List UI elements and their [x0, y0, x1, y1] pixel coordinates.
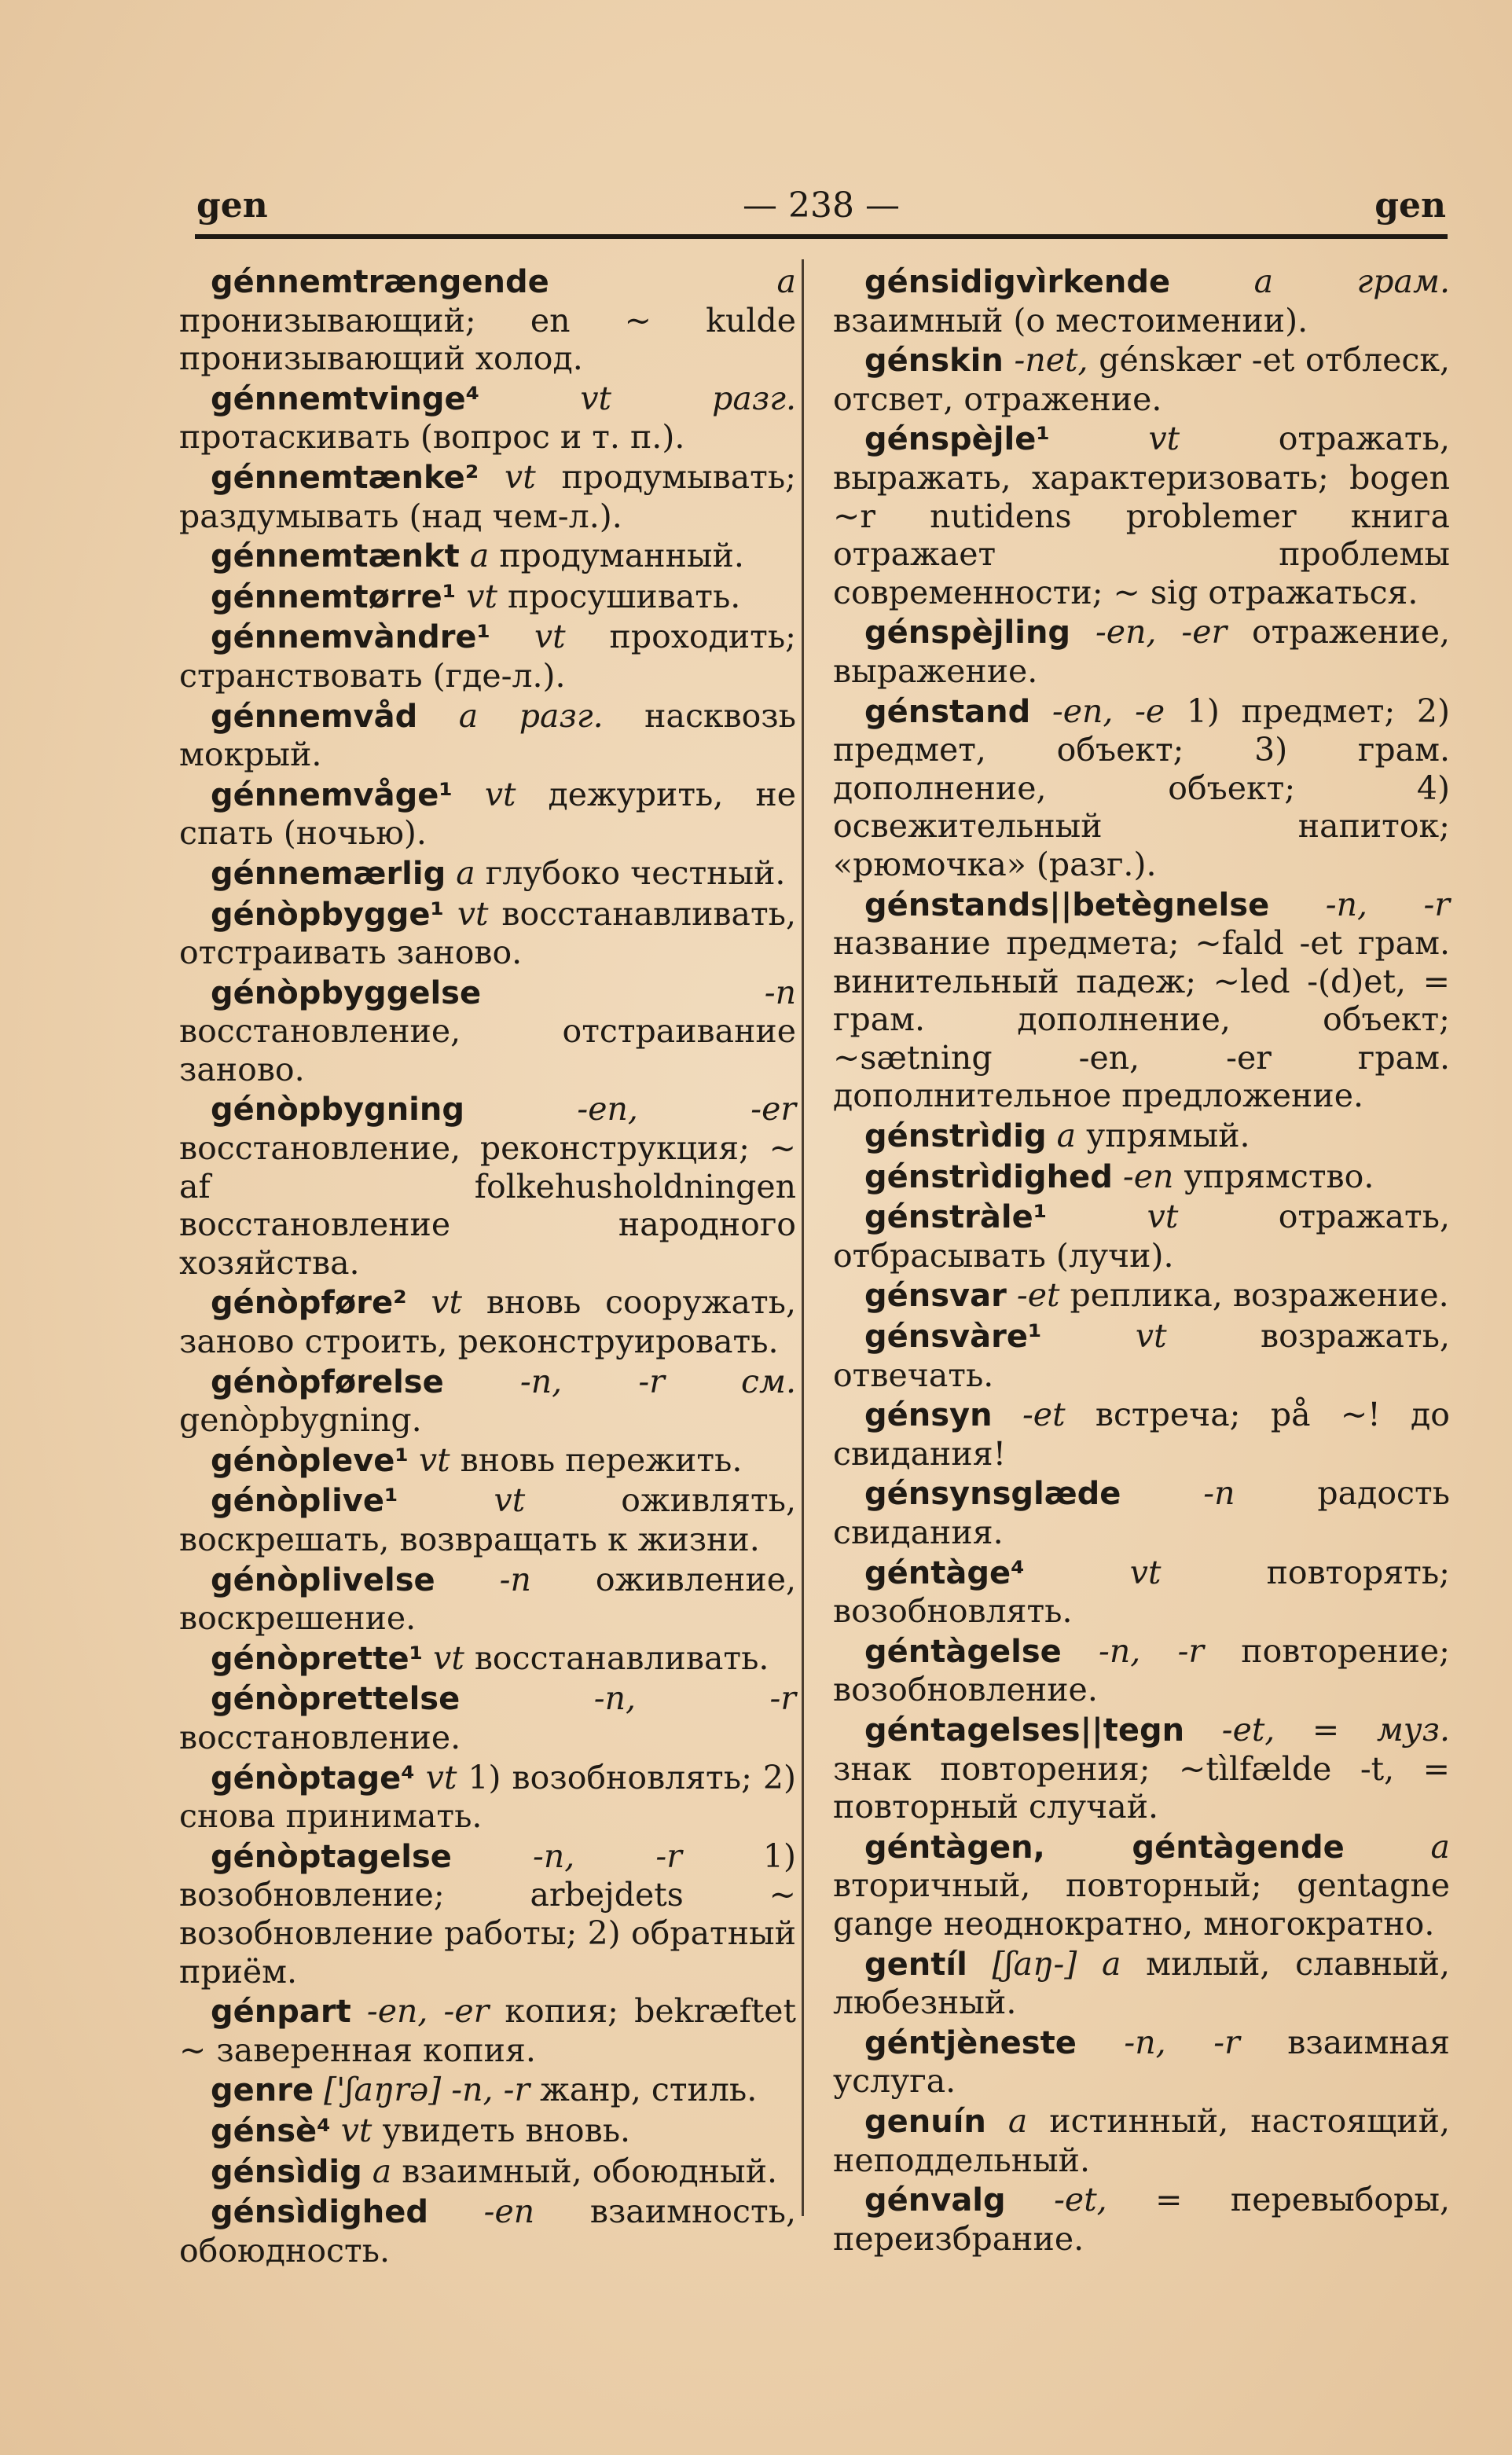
- entry-headword: génnemvàndre¹: [211, 619, 491, 656]
- entry-headword: génspèjle¹: [864, 421, 1050, 458]
- dictionary-entry: [833, 1945, 1450, 2022]
- header-rule: [195, 234, 1448, 239]
- entry-definition: название предмета; ~fald -et грам. винительный падеж; ~led -(d)et, = грам. дополнение, объект; ~sætning -en, -er грам. дополнительное предложение.: [833, 924, 1450, 1115]
- entry-definition: упрямый.: [1086, 1117, 1250, 1155]
- entry-headword: genuín: [864, 2103, 986, 2140]
- entry-grammar: vt: [340, 2111, 372, 2149]
- entry-definition: просушивать.: [507, 577, 741, 615]
- dictionary-entry: [179, 1639, 796, 1679]
- entry-definition: насквозь мокрый.: [179, 696, 796, 774]
- entry-grammar: vt: [505, 457, 536, 496]
- dictionary-entry: [833, 1117, 1450, 1156]
- entry-headword: génnemtrængende: [211, 264, 549, 300]
- dictionary-entry: [179, 1837, 796, 1991]
- entry-definition: взаимность, обоюдность.: [179, 2193, 796, 2270]
- entry-grammar: -n, -r: [1099, 1631, 1205, 1670]
- right-column: [833, 262, 1450, 2259]
- entry-headword: génòprettelse: [211, 1681, 461, 1718]
- dictionary-entry: [833, 692, 1450, 884]
- entry-definition: оживление, воскрешение.: [179, 1560, 796, 1638]
- entry-grammar: -et, = муз.: [1221, 1710, 1450, 1749]
- entry-grammar: -n, -r см.: [519, 1362, 796, 1400]
- entry-definition: вторичный, повторный; gentagne gange неоднократно, многократно.: [833, 1866, 1450, 1943]
- dictionary-entry: [179, 974, 796, 1089]
- entry-grammar: ['ʃaŋrə] -n, -r: [324, 2071, 530, 2109]
- entry-headword: génnemvåd: [211, 698, 418, 735]
- dictionary-entry: [833, 1276, 1450, 1316]
- entry-grammar: -en: [483, 2193, 535, 2231]
- entry-headword: génòpbyggelse: [211, 974, 482, 1011]
- entry-grammar: vt: [1148, 420, 1180, 458]
- entry-headword: genre: [211, 2072, 314, 2109]
- entry-definition: génskær -et отблеск, отсвет, отражение.: [833, 341, 1450, 418]
- dictionary-entry: [179, 1561, 796, 1638]
- entry-definition: взаимный (о местоимении).: [833, 301, 1308, 339]
- entry-headword: génsvar: [864, 1278, 1007, 1315]
- dictionary-entry: [179, 618, 796, 695]
- entry-grammar: -n, -r: [1124, 2023, 1240, 2061]
- entry-grammar: a: [776, 262, 796, 300]
- entry-definition: отражать, отбрасывать (лучи).: [833, 1198, 1450, 1275]
- dictionary-entry: [179, 1992, 796, 2069]
- dictionary-entry: [833, 1632, 1450, 1709]
- dictionary-entry: [179, 1090, 796, 1282]
- dictionary-entry: [179, 1441, 796, 1481]
- dictionary-entry: [179, 1481, 796, 1558]
- dictionary-entry: [179, 2152, 796, 2192]
- entry-grammar: vt: [534, 618, 566, 656]
- entry-grammar: a грам.: [1253, 262, 1450, 300]
- dictionary-entry: [179, 2112, 796, 2151]
- entry-grammar: vt: [1129, 1553, 1162, 1591]
- entry-grammar: vt: [466, 577, 497, 615]
- entry-definition: 1) возобновлять; 2) снова принимать.: [179, 1758, 796, 1836]
- column-divider: [802, 259, 804, 2216]
- dictionary-entry: [833, 1396, 1450, 1473]
- page-number: — 238 —: [743, 185, 900, 226]
- entry-grammar: -net,: [1014, 341, 1088, 380]
- entry-definition: жанр, стиль.: [540, 2071, 758, 2109]
- entry-grammar: vt: [418, 1440, 450, 1479]
- entry-headword: génsyn: [864, 1397, 993, 1434]
- entry-definition: истинный, настоящий, неподдельный.: [833, 2101, 1450, 2179]
- entry-grammar: -n, -r: [532, 1837, 682, 1875]
- dictionary-entry: [833, 2102, 1450, 2179]
- entry-headword: génòpførelse: [211, 1363, 444, 1400]
- entry-definition: восстановление.: [179, 1718, 461, 1756]
- entry-definition: отражать, выражать, характеризовать; bogen ~r nutidens problemer книга отражает проблемы современности; ~ sig отражаться.: [833, 420, 1450, 611]
- entry-headword: génstands||betègnelse: [864, 886, 1270, 923]
- dictionary-entry: [833, 1474, 1450, 1551]
- entry-grammar: -en, -er: [366, 1992, 490, 2031]
- entry-headword: géntàge⁴: [864, 1554, 1025, 1591]
- entry-grammar: vt разг.: [580, 379, 796, 417]
- entry-definition: восстановление, отстраивание заново.: [179, 1012, 796, 1088]
- left-column: [179, 262, 796, 2271]
- entry-grammar: a: [1430, 1827, 1450, 1866]
- dictionary-entry: [179, 262, 796, 378]
- entry-headword: génnemtvinge⁴: [211, 380, 480, 417]
- entry-definition: протаскивать (вопрос и т. п.).: [179, 418, 685, 457]
- entry-definition: копия; bekræftet ~ заверенная копия.: [179, 1992, 796, 2069]
- entry-grammar: -en: [1122, 1157, 1174, 1195]
- entry-definition: продуманный.: [499, 537, 744, 575]
- entry-definition: восстанавливать.: [474, 1639, 769, 1677]
- entry-grammar: a разг.: [458, 696, 604, 735]
- entry-grammar: -n, -r: [593, 1679, 796, 1718]
- entry-definition: реплика, возражение.: [1070, 1276, 1449, 1315]
- entry-headword: génstrìdig: [864, 1118, 1047, 1155]
- entry-definition: восстанавливать, отстраивать заново.: [179, 894, 796, 972]
- entry-definition: genòpbygning.: [179, 1401, 422, 1440]
- entry-grammar: vt: [1135, 1317, 1167, 1356]
- entry-headword: génsvàre¹: [864, 1319, 1042, 1356]
- entry-headword: génòplive¹: [211, 1483, 398, 1520]
- header-guide-word-right: gen: [1374, 185, 1446, 226]
- entry-grammar: -n: [499, 1560, 531, 1598]
- dictionary-entry: [179, 1679, 796, 1756]
- entry-grammar: a: [372, 2152, 392, 2190]
- entry-definition: перевыборы, переизбрание.: [833, 2181, 1450, 2258]
- entry-definition: встреча; på ~! до свидания!: [833, 1396, 1450, 1473]
- entry-headword: génnemvåge¹: [211, 776, 453, 813]
- entry-headword: génstand: [864, 693, 1031, 730]
- entry-definition: взаимная услуга.: [833, 2023, 1450, 2101]
- entry-headword: génskin: [864, 343, 1004, 380]
- dictionary-entry: [179, 854, 796, 894]
- entry-headword: génòptagelse: [211, 1838, 452, 1875]
- entry-headword: génòplivelse: [211, 1561, 435, 1598]
- entry-grammar: -et: [1022, 1396, 1066, 1434]
- entry-definition: возражать, отвечать.: [833, 1317, 1450, 1394]
- entry-definition: отражение, выражение.: [833, 613, 1450, 690]
- dictionary-entry: [833, 1198, 1450, 1275]
- entry-grammar: -et, =: [1054, 2181, 1183, 2219]
- entry-headword: géntàgelse: [864, 1633, 1062, 1670]
- entry-headword: génòpbygge¹: [211, 896, 444, 933]
- dictionary-entry: [833, 1828, 1450, 1943]
- entry-headword: génòptage⁴: [211, 1760, 415, 1796]
- entry-grammar: -en, -er: [577, 1090, 796, 1128]
- entry-grammar: -et: [1016, 1276, 1060, 1315]
- entry-grammar: -en, -e: [1051, 692, 1165, 730]
- entry-definition: 1) предмет; 2) предмет, объект; 3) грам. дополнение, объект; 4) освежительный напиток; «рюмочка» (разг.).: [833, 692, 1450, 883]
- page-header: [196, 182, 1446, 237]
- entry-headword: génòpføre²: [211, 1285, 407, 1322]
- dictionary-entry: [833, 341, 1450, 418]
- entry-headword: géntagelses||tegn: [864, 1712, 1185, 1749]
- dictionary-entry: [179, 1283, 796, 1360]
- dictionary-entry: [833, 262, 1450, 339]
- entry-grammar: vt: [484, 775, 516, 813]
- dictionary-entry: [179, 776, 796, 853]
- entry-grammar: -n, -r: [1325, 885, 1450, 923]
- entry-grammar: -n: [1203, 1474, 1235, 1513]
- entry-grammar: -en, -er: [1095, 613, 1228, 651]
- dictionary-entry: [833, 1711, 1450, 1826]
- dictionary-entry: [179, 380, 796, 457]
- entry-headword: génpart: [211, 1994, 351, 2031]
- dictionary-entry: [179, 537, 796, 576]
- entry-definition: знак повторения; ~tìlfælde -t, = повторный случай.: [833, 1749, 1450, 1826]
- entry-headword: gentíl: [864, 1946, 967, 1983]
- dictionary-entry: [179, 1363, 796, 1440]
- entry-grammar: [ʃaŋ-] a: [992, 1944, 1121, 1983]
- dictionary-entry: [833, 1554, 1450, 1631]
- entry-definition: повторять; возобновлять.: [833, 1553, 1450, 1631]
- entry-headword: génsynsglæde: [864, 1476, 1121, 1513]
- entry-definition: взаимный, обоюдный.: [402, 2152, 778, 2190]
- entry-grammar: vt: [433, 1639, 464, 1677]
- dictionary-entry: [833, 2181, 1450, 2258]
- entry-headword: génòprette¹: [211, 1640, 424, 1677]
- entry-definition: глубоко честный.: [485, 853, 786, 892]
- entry-headword: génvalg: [864, 2182, 1006, 2219]
- dictionary-entry: [179, 2193, 796, 2270]
- entry-headword: génòpbygning: [211, 1092, 464, 1128]
- entry-headword: génspèjling: [864, 615, 1071, 651]
- dictionary-entry: [179, 1759, 796, 1836]
- entry-definition: радость свидания.: [833, 1474, 1450, 1551]
- entry-grammar: vt: [431, 1283, 463, 1322]
- entry-definition: пронизывающий; en ~ kulde пронизывающий холод.: [179, 301, 796, 378]
- entry-headword: génsìdighed: [211, 2194, 428, 2231]
- entry-headword: génnemtørre¹: [211, 578, 457, 615]
- dictionary-entry: [179, 578, 796, 617]
- entry-definition: 1) возобновление; arbejdets ~ возобновление работы; 2) обратный приём.: [179, 1837, 796, 1991]
- entry-headword: génòpleve¹: [211, 1442, 409, 1479]
- entry-grammar: vt: [425, 1758, 457, 1796]
- entry-definition: восстановление, реконструкция; ~ af folkehusholdningen восстановление народного хозяйства.: [179, 1129, 796, 1282]
- dictionary-entry: [179, 2071, 796, 2110]
- dictionary-entry: [833, 613, 1450, 690]
- entry-definition: увидеть вновь.: [382, 2111, 631, 2149]
- entry-headword: génstrìdighed: [864, 1158, 1113, 1195]
- dictionary-entry: [833, 1317, 1450, 1394]
- entry-definition: оживлять, воскрешать, возвращать к жизни.: [179, 1481, 796, 1558]
- entry-grammar: vt: [457, 894, 489, 933]
- dictionary-entry: [179, 458, 796, 535]
- dictionary-entry: [179, 895, 796, 972]
- entry-headword: génnemærlig: [211, 855, 446, 892]
- entry-grammar: a: [469, 537, 490, 575]
- entry-grammar: a: [456, 853, 475, 892]
- entry-definition: вновь сооружать, заново строить, реконструировать.: [179, 1283, 796, 1361]
- dictionary-entry: [833, 2024, 1450, 2101]
- entry-definition: дежурить, не спать (ночью).: [179, 775, 796, 853]
- entry-headword: génnemtænke²: [211, 459, 479, 496]
- dictionary-entry: [833, 886, 1450, 1116]
- entry-grammar: vt: [494, 1481, 526, 1520]
- entry-grammar: vt: [1147, 1198, 1179, 1236]
- entry-headword: génsè⁴: [211, 2112, 331, 2149]
- entry-grammar: a: [1007, 2101, 1028, 2140]
- dictionary-entry: [833, 420, 1450, 611]
- entry-headword: géntàgen, géntàgende: [864, 1829, 1345, 1866]
- entry-grammar: -n: [764, 973, 796, 1011]
- entry-definition: повторение; возобновление.: [833, 1631, 1450, 1709]
- entry-definition: милый, славный, любезный.: [833, 1944, 1450, 2022]
- entry-headword: génnemtænkt: [211, 538, 460, 575]
- entry-headword: génsidigvìrkende: [864, 264, 1171, 300]
- entry-definition: вновь пережить.: [460, 1440, 743, 1479]
- dictionary-entry: [833, 1158, 1450, 1197]
- entry-definition: проходить; странствовать (где-л.).: [179, 618, 796, 695]
- entry-headword: génsìdig: [211, 2153, 362, 2190]
- entry-grammar: a: [1056, 1117, 1077, 1155]
- header-guide-word-left: gen: [196, 185, 268, 226]
- entry-definition: продумывать; раздумывать (над чем-л.).: [179, 457, 796, 535]
- entry-headword: géntjèneste: [864, 2024, 1077, 2061]
- entry-definition: упрямство.: [1184, 1157, 1374, 1195]
- entry-headword: génstràle¹: [864, 1199, 1048, 1236]
- dictionary-entry: [179, 697, 796, 774]
